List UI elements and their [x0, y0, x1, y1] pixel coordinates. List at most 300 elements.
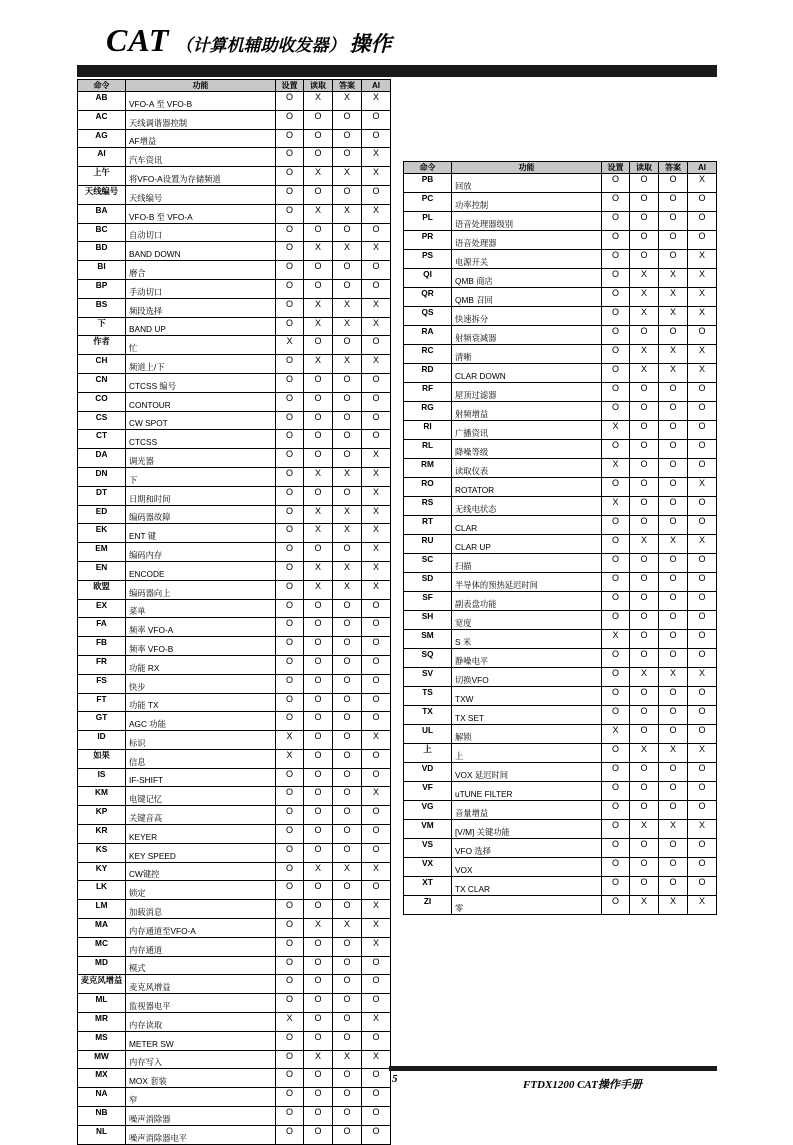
ai-cell: O: [688, 706, 717, 725]
function-cell: 功能 TX: [126, 693, 276, 712]
command-cell: 麦克风增益: [78, 975, 126, 994]
read-cell: O: [304, 411, 333, 430]
table-row: [78, 392, 391, 411]
table-row: [78, 92, 391, 111]
command-cell: AC: [78, 110, 126, 129]
set-cell: O: [276, 467, 304, 486]
table-row: [78, 637, 391, 656]
table-row: [78, 298, 391, 317]
function-cell: 天线编号: [126, 185, 276, 204]
read-cell: O: [630, 592, 659, 611]
command-cell: NL: [78, 1125, 126, 1144]
command-cell: KM: [78, 787, 126, 806]
set-cell: O: [276, 373, 304, 392]
answer-cell: X: [659, 535, 688, 554]
table-row: [404, 364, 717, 383]
set-cell: O: [602, 744, 630, 763]
ai-cell: X: [688, 820, 717, 839]
ai-cell: O: [688, 440, 717, 459]
read-cell: O: [630, 858, 659, 877]
read-cell: X: [304, 204, 333, 223]
set-cell: O: [276, 881, 304, 900]
table-row: [404, 687, 717, 706]
table-row: [78, 994, 391, 1013]
command-table-left: [77, 79, 391, 1145]
ai-cell: O: [688, 630, 717, 649]
set-cell: O: [276, 543, 304, 562]
read-cell: O: [630, 801, 659, 820]
ai-cell: O: [688, 421, 717, 440]
read-cell: O: [304, 599, 333, 618]
read-cell: X: [630, 820, 659, 839]
set-cell: O: [276, 298, 304, 317]
answer-cell: O: [333, 148, 362, 167]
answer-cell: O: [333, 129, 362, 148]
read-cell: O: [304, 693, 333, 712]
set-cell: O: [276, 204, 304, 223]
read-cell: O: [304, 1125, 333, 1144]
function-cell: 射频衰减器: [452, 326, 602, 345]
ai-cell: O: [362, 674, 391, 693]
command-cell: EK: [78, 524, 126, 543]
function-cell: CONTOUR: [126, 392, 276, 411]
set-cell: O: [602, 782, 630, 801]
table-row: [78, 543, 391, 562]
function-cell: 射频增益: [452, 402, 602, 421]
ai-cell: O: [688, 326, 717, 345]
command-cell: RU: [404, 535, 452, 554]
header-set: 设置: [276, 80, 304, 92]
set-cell: O: [276, 768, 304, 787]
answer-cell: O: [333, 336, 362, 355]
command-cell: MD: [78, 956, 126, 975]
command-cell: MX: [78, 1069, 126, 1088]
read-cell: O: [304, 336, 333, 355]
answer-cell: O: [333, 411, 362, 430]
answer-cell: O: [333, 956, 362, 975]
set-cell: O: [602, 668, 630, 687]
set-cell: O: [276, 279, 304, 298]
answer-cell: O: [659, 592, 688, 611]
set-cell: O: [602, 763, 630, 782]
read-cell: X: [304, 167, 333, 186]
table-row: [404, 478, 717, 497]
function-cell: TXW: [452, 687, 602, 706]
command-cell: SM: [404, 630, 452, 649]
function-cell: S 米: [452, 630, 602, 649]
function-cell: KEY SPEED: [126, 843, 276, 862]
ai-cell: O: [362, 881, 391, 900]
command-cell: XT: [404, 877, 452, 896]
answer-cell: O: [333, 1088, 362, 1107]
table-row: [404, 193, 717, 212]
ai-cell: O: [688, 554, 717, 573]
set-cell: O: [276, 1050, 304, 1069]
answer-cell: X: [659, 345, 688, 364]
command-cell: VM: [404, 820, 452, 839]
table-row: [78, 599, 391, 618]
set-cell: O: [602, 820, 630, 839]
header-read: 读取: [630, 162, 659, 174]
read-cell: O: [304, 449, 333, 468]
set-cell: O: [602, 440, 630, 459]
set-cell: O: [276, 1069, 304, 1088]
function-cell: 信息: [126, 749, 276, 768]
read-cell: O: [304, 994, 333, 1013]
set-cell: O: [276, 148, 304, 167]
function-cell: 语音处理器级别: [452, 212, 602, 231]
ai-cell: O: [362, 1125, 391, 1144]
function-cell: 内存写入: [126, 1050, 276, 1069]
answer-cell: O: [659, 782, 688, 801]
read-cell: O: [304, 373, 333, 392]
read-cell: O: [304, 129, 333, 148]
table-row: [404, 459, 717, 478]
command-cell: BS: [78, 298, 126, 317]
command-table-right: [403, 161, 717, 915]
ai-cell: O: [688, 649, 717, 668]
ai-cell: O: [362, 279, 391, 298]
function-cell: [V/M] 关键功能: [452, 820, 602, 839]
function-cell: 回放: [452, 174, 602, 193]
answer-cell: X: [333, 524, 362, 543]
table-row: [78, 674, 391, 693]
answer-cell: O: [333, 1013, 362, 1032]
answer-cell: X: [659, 364, 688, 383]
read-cell: O: [630, 440, 659, 459]
command-cell: EX: [78, 599, 126, 618]
table-row: [78, 1107, 391, 1126]
answer-cell: O: [659, 687, 688, 706]
set-cell: O: [276, 167, 304, 186]
ai-cell: X: [362, 204, 391, 223]
ai-cell: X: [362, 900, 391, 919]
table-row: [78, 900, 391, 919]
function-cell: 内存通道: [126, 937, 276, 956]
ai-cell: X: [688, 288, 717, 307]
table-row: [404, 877, 717, 896]
answer-cell: X: [333, 561, 362, 580]
answer-cell: O: [333, 937, 362, 956]
set-cell: O: [276, 129, 304, 148]
function-cell: 广播资讯: [452, 421, 602, 440]
read-cell: O: [304, 261, 333, 280]
read-cell: O: [304, 937, 333, 956]
answer-cell: O: [659, 725, 688, 744]
ai-cell: O: [688, 383, 717, 402]
title-subtitle: （计算机辅助收发器）: [175, 36, 346, 56]
command-cell: MC: [78, 937, 126, 956]
table-row: [404, 801, 717, 820]
header-command: 命令: [404, 162, 452, 174]
set-cell: O: [276, 637, 304, 656]
answer-cell: O: [333, 825, 362, 844]
function-cell: 标识: [126, 731, 276, 750]
table-row: [78, 806, 391, 825]
set-cell: O: [276, 843, 304, 862]
command-cell: 天线编号: [78, 185, 126, 204]
answer-cell: O: [333, 731, 362, 750]
command-cell: RM: [404, 459, 452, 478]
answer-cell: O: [333, 185, 362, 204]
table-row: [78, 749, 391, 768]
answer-cell: O: [659, 573, 688, 592]
answer-cell: O: [333, 430, 362, 449]
function-cell: VFO-A 至 VFO-B: [126, 92, 276, 111]
title-cat: CAT: [106, 22, 170, 58]
table-row: [78, 1050, 391, 1069]
command-cell: RS: [404, 497, 452, 516]
function-cell: 屋顶过滤器: [452, 383, 602, 402]
function-cell: ENT 键: [126, 524, 276, 543]
ai-cell: X: [688, 478, 717, 497]
ai-cell: X: [688, 896, 717, 915]
read-cell: X: [630, 896, 659, 915]
set-cell: O: [276, 937, 304, 956]
command-cell: RA: [404, 326, 452, 345]
table-row: [78, 261, 391, 280]
read-cell: O: [630, 706, 659, 725]
title-operation: 操作: [349, 32, 392, 56]
read-cell: O: [304, 881, 333, 900]
set-cell: O: [602, 231, 630, 250]
table-row: [404, 535, 717, 554]
command-cell: CN: [78, 373, 126, 392]
ai-cell: X: [362, 580, 391, 599]
read-cell: X: [304, 92, 333, 111]
command-cell: ID: [78, 731, 126, 750]
ai-cell: O: [362, 1069, 391, 1088]
ai-cell: O: [362, 1107, 391, 1126]
set-cell: O: [276, 655, 304, 674]
answer-cell: O: [333, 1069, 362, 1088]
command-cell: ED: [78, 505, 126, 524]
set-cell: O: [276, 580, 304, 599]
answer-cell: O: [659, 516, 688, 535]
table-row: [78, 919, 391, 938]
set-cell: O: [602, 478, 630, 497]
table-header-row: [404, 162, 717, 174]
command-cell: QS: [404, 307, 452, 326]
function-cell: 上: [452, 744, 602, 763]
command-cell: EN: [78, 561, 126, 580]
set-cell: O: [602, 307, 630, 326]
function-cell: 电源开关: [452, 250, 602, 269]
read-cell: X: [304, 467, 333, 486]
table-row: [404, 345, 717, 364]
table-header-row: [78, 80, 391, 92]
table-row: [78, 467, 391, 486]
command-cell: KS: [78, 843, 126, 862]
command-cell: CS: [78, 411, 126, 430]
answer-cell: X: [333, 862, 362, 881]
ai-cell: O: [688, 877, 717, 896]
ai-cell: X: [362, 787, 391, 806]
set-cell: O: [602, 193, 630, 212]
function-cell: 宽度: [452, 611, 602, 630]
page-title: [106, 22, 391, 60]
set-cell: O: [602, 896, 630, 915]
table-row: [404, 497, 717, 516]
table-row: [78, 937, 391, 956]
function-cell: 自动切口: [126, 223, 276, 242]
answer-cell: O: [333, 994, 362, 1013]
read-cell: O: [630, 193, 659, 212]
table-row: [404, 231, 717, 250]
answer-cell: O: [333, 486, 362, 505]
function-cell: 快速拆分: [452, 307, 602, 326]
ai-cell: O: [688, 516, 717, 535]
answer-cell: O: [333, 449, 362, 468]
table-row: [78, 223, 391, 242]
header-divider-bar: [77, 65, 717, 77]
footer-divider-bar: [389, 1066, 717, 1071]
answer-cell: O: [333, 279, 362, 298]
function-cell: CTCSS: [126, 430, 276, 449]
command-cell: DT: [78, 486, 126, 505]
table-row: [404, 858, 717, 877]
ai-cell: X: [362, 1013, 391, 1032]
ai-cell: X: [688, 364, 717, 383]
function-cell: VOX 延迟时间: [452, 763, 602, 782]
ai-cell: O: [362, 261, 391, 280]
table-row: [404, 763, 717, 782]
command-cell: RI: [404, 421, 452, 440]
table-row: [404, 212, 717, 231]
command-cell: AG: [78, 129, 126, 148]
answer-cell: O: [659, 706, 688, 725]
command-cell: 上: [404, 744, 452, 763]
ai-cell: O: [362, 599, 391, 618]
page-number: 5: [392, 1073, 398, 1085]
answer-cell: X: [333, 467, 362, 486]
answer-cell: X: [333, 167, 362, 186]
function-cell: 降噪等级: [452, 440, 602, 459]
ai-cell: O: [362, 430, 391, 449]
command-cell: KP: [78, 806, 126, 825]
ai-cell: O: [688, 801, 717, 820]
read-cell: O: [304, 787, 333, 806]
command-cell: KR: [78, 825, 126, 844]
read-cell: O: [304, 749, 333, 768]
table-row: [78, 881, 391, 900]
function-cell: 电键记忆: [126, 787, 276, 806]
ai-cell: O: [362, 185, 391, 204]
table-row: [78, 1031, 391, 1050]
answer-cell: O: [659, 858, 688, 877]
answer-cell: O: [333, 843, 362, 862]
set-cell: O: [276, 110, 304, 129]
table-row: [78, 712, 391, 731]
set-cell: O: [276, 449, 304, 468]
read-cell: O: [304, 1107, 333, 1126]
table-row: [78, 355, 391, 374]
ai-cell: X: [688, 535, 717, 554]
set-cell: O: [602, 839, 630, 858]
set-cell: O: [276, 355, 304, 374]
function-cell: 忙: [126, 336, 276, 355]
function-cell: 频率 VFO-A: [126, 618, 276, 637]
set-cell: O: [276, 787, 304, 806]
set-cell: O: [276, 524, 304, 543]
function-cell: uTUNE FILTER: [452, 782, 602, 801]
set-cell: O: [602, 687, 630, 706]
read-cell: O: [304, 768, 333, 787]
set-cell: O: [276, 975, 304, 994]
command-cell: FS: [78, 674, 126, 693]
function-cell: 菜单: [126, 599, 276, 618]
ai-cell: O: [362, 655, 391, 674]
function-cell: 锁定: [126, 881, 276, 900]
command-cell: AI: [78, 148, 126, 167]
command-cell: PB: [404, 174, 452, 193]
answer-cell: X: [659, 820, 688, 839]
header-set: 设置: [602, 162, 630, 174]
command-cell: 上午: [78, 167, 126, 186]
table-row: [78, 430, 391, 449]
table-row: [78, 110, 391, 129]
answer-cell: O: [333, 223, 362, 242]
set-cell: O: [602, 269, 630, 288]
ai-cell: X: [688, 174, 717, 193]
ai-cell: X: [362, 167, 391, 186]
table-row: [78, 242, 391, 261]
table-row: [404, 896, 717, 915]
set-cell: O: [276, 900, 304, 919]
read-cell: O: [630, 877, 659, 896]
ai-cell: O: [362, 373, 391, 392]
read-cell: O: [304, 110, 333, 129]
ai-cell: O: [688, 459, 717, 478]
table-body-right: [404, 174, 717, 915]
table-row: [404, 611, 717, 630]
answer-cell: O: [659, 839, 688, 858]
set-cell: O: [602, 288, 630, 307]
read-cell: O: [304, 806, 333, 825]
function-cell: 内存读取: [126, 1013, 276, 1032]
answer-cell: O: [333, 1107, 362, 1126]
function-cell: CLAR UP: [452, 535, 602, 554]
command-cell: SC: [404, 554, 452, 573]
function-cell: ROTATOR: [452, 478, 602, 497]
set-cell: X: [602, 459, 630, 478]
table-row: [404, 250, 717, 269]
answer-cell: O: [333, 693, 362, 712]
function-cell: BAND DOWN: [126, 242, 276, 261]
set-cell: O: [276, 693, 304, 712]
ai-cell: X: [362, 561, 391, 580]
read-cell: O: [304, 185, 333, 204]
ai-cell: X: [362, 731, 391, 750]
command-cell: CH: [78, 355, 126, 374]
ai-cell: X: [362, 1050, 391, 1069]
ai-cell: X: [362, 919, 391, 938]
set-cell: O: [602, 706, 630, 725]
read-cell: O: [630, 402, 659, 421]
header-command: 命令: [78, 80, 126, 92]
table-row: [78, 204, 391, 223]
command-cell: VG: [404, 801, 452, 820]
command-cell: MA: [78, 919, 126, 938]
function-cell: BAND UP: [126, 317, 276, 336]
table-row: [404, 326, 717, 345]
read-cell: X: [630, 269, 659, 288]
answer-cell: X: [333, 92, 362, 111]
ai-cell: X: [362, 467, 391, 486]
read-cell: O: [304, 1031, 333, 1050]
function-cell: 切换VFO: [452, 668, 602, 687]
command-cell: PC: [404, 193, 452, 212]
